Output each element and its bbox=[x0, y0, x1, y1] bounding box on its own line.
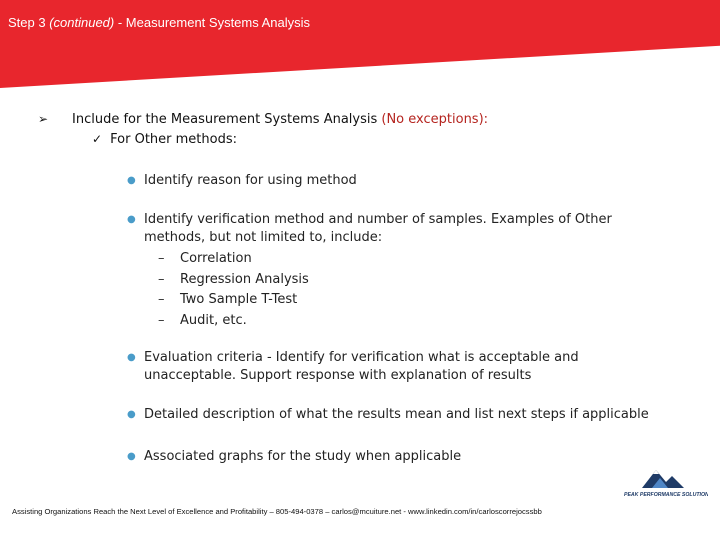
title-prefix: Step 3 bbox=[8, 15, 50, 30]
example-text: Audit, etc. bbox=[180, 312, 247, 328]
bullet-dot-icon: ● bbox=[127, 409, 136, 420]
list-item-text: Evaluation criteria - Identify for verification what is acceptable and unacceptable. Support response with explanation of results bbox=[144, 350, 579, 383]
header-banner bbox=[0, 0, 720, 88]
company-logo bbox=[622, 466, 708, 500]
dash-icon: – bbox=[158, 251, 165, 266]
dash-icon: – bbox=[158, 271, 165, 287]
list-item-text: Identify reason for using method bbox=[144, 173, 357, 188]
bullet-dot-icon: ● bbox=[127, 214, 136, 225]
svg-text:PEAK PERFORMANCE SOLUTIONS: PEAK PERFORMANCE SOLUTIONS bbox=[624, 492, 708, 498]
list-item bbox=[127, 349, 667, 385]
title-suffix: - Measurement Systems Analysis bbox=[114, 15, 311, 30]
arrow-bullet-icon: ➢ bbox=[38, 112, 49, 126]
list-item bbox=[127, 448, 687, 466]
example-item bbox=[158, 270, 309, 291]
bullet-dot-icon: ● bbox=[127, 451, 136, 462]
intro-highlight: (No exceptions): bbox=[381, 112, 489, 127]
example-text: Correlation bbox=[180, 251, 252, 266]
intro-text bbox=[72, 112, 488, 127]
intro-label: Include for the Measurement Systems Analysis bbox=[72, 112, 382, 127]
footer-text: Assisting Organizations Reach the Next Level of Excellence and Profitability – 805-494-0378 – carlos@mcuiture.net - www.linkedin.com/in/carloscorrejocssbb bbox=[12, 507, 542, 516]
list-item-text: Associated graphs for the study when applicable bbox=[144, 449, 462, 464]
bullet-dot-icon: ● bbox=[127, 175, 136, 186]
example-item bbox=[158, 290, 309, 311]
title-italic: (continued) bbox=[49, 15, 115, 30]
sub-heading bbox=[92, 132, 237, 147]
list-item bbox=[127, 406, 687, 424]
dash-icon: – bbox=[158, 312, 165, 328]
example-item bbox=[158, 311, 309, 332]
example-text: Two Sample T-Test bbox=[180, 292, 298, 307]
dash-icon: – bbox=[158, 292, 165, 307]
check-icon: ✓ bbox=[92, 132, 103, 146]
list-item bbox=[127, 211, 672, 247]
mountain-logo-icon bbox=[622, 466, 708, 500]
sub-heading-text: For Other methods: bbox=[110, 132, 237, 147]
list-item-text: Identify verification method and number of samples. Examples of Other methods, but not limited to, include: bbox=[144, 212, 612, 245]
page-title bbox=[8, 15, 310, 30]
list-item-text: Detailed description of what the results mean and list next steps if applicable bbox=[144, 407, 649, 422]
example-text: Regression Analysis bbox=[180, 271, 309, 287]
bullet-dot-icon: ● bbox=[127, 352, 136, 363]
list-item bbox=[127, 172, 687, 190]
example-item bbox=[158, 249, 309, 270]
examples-list bbox=[158, 249, 309, 331]
